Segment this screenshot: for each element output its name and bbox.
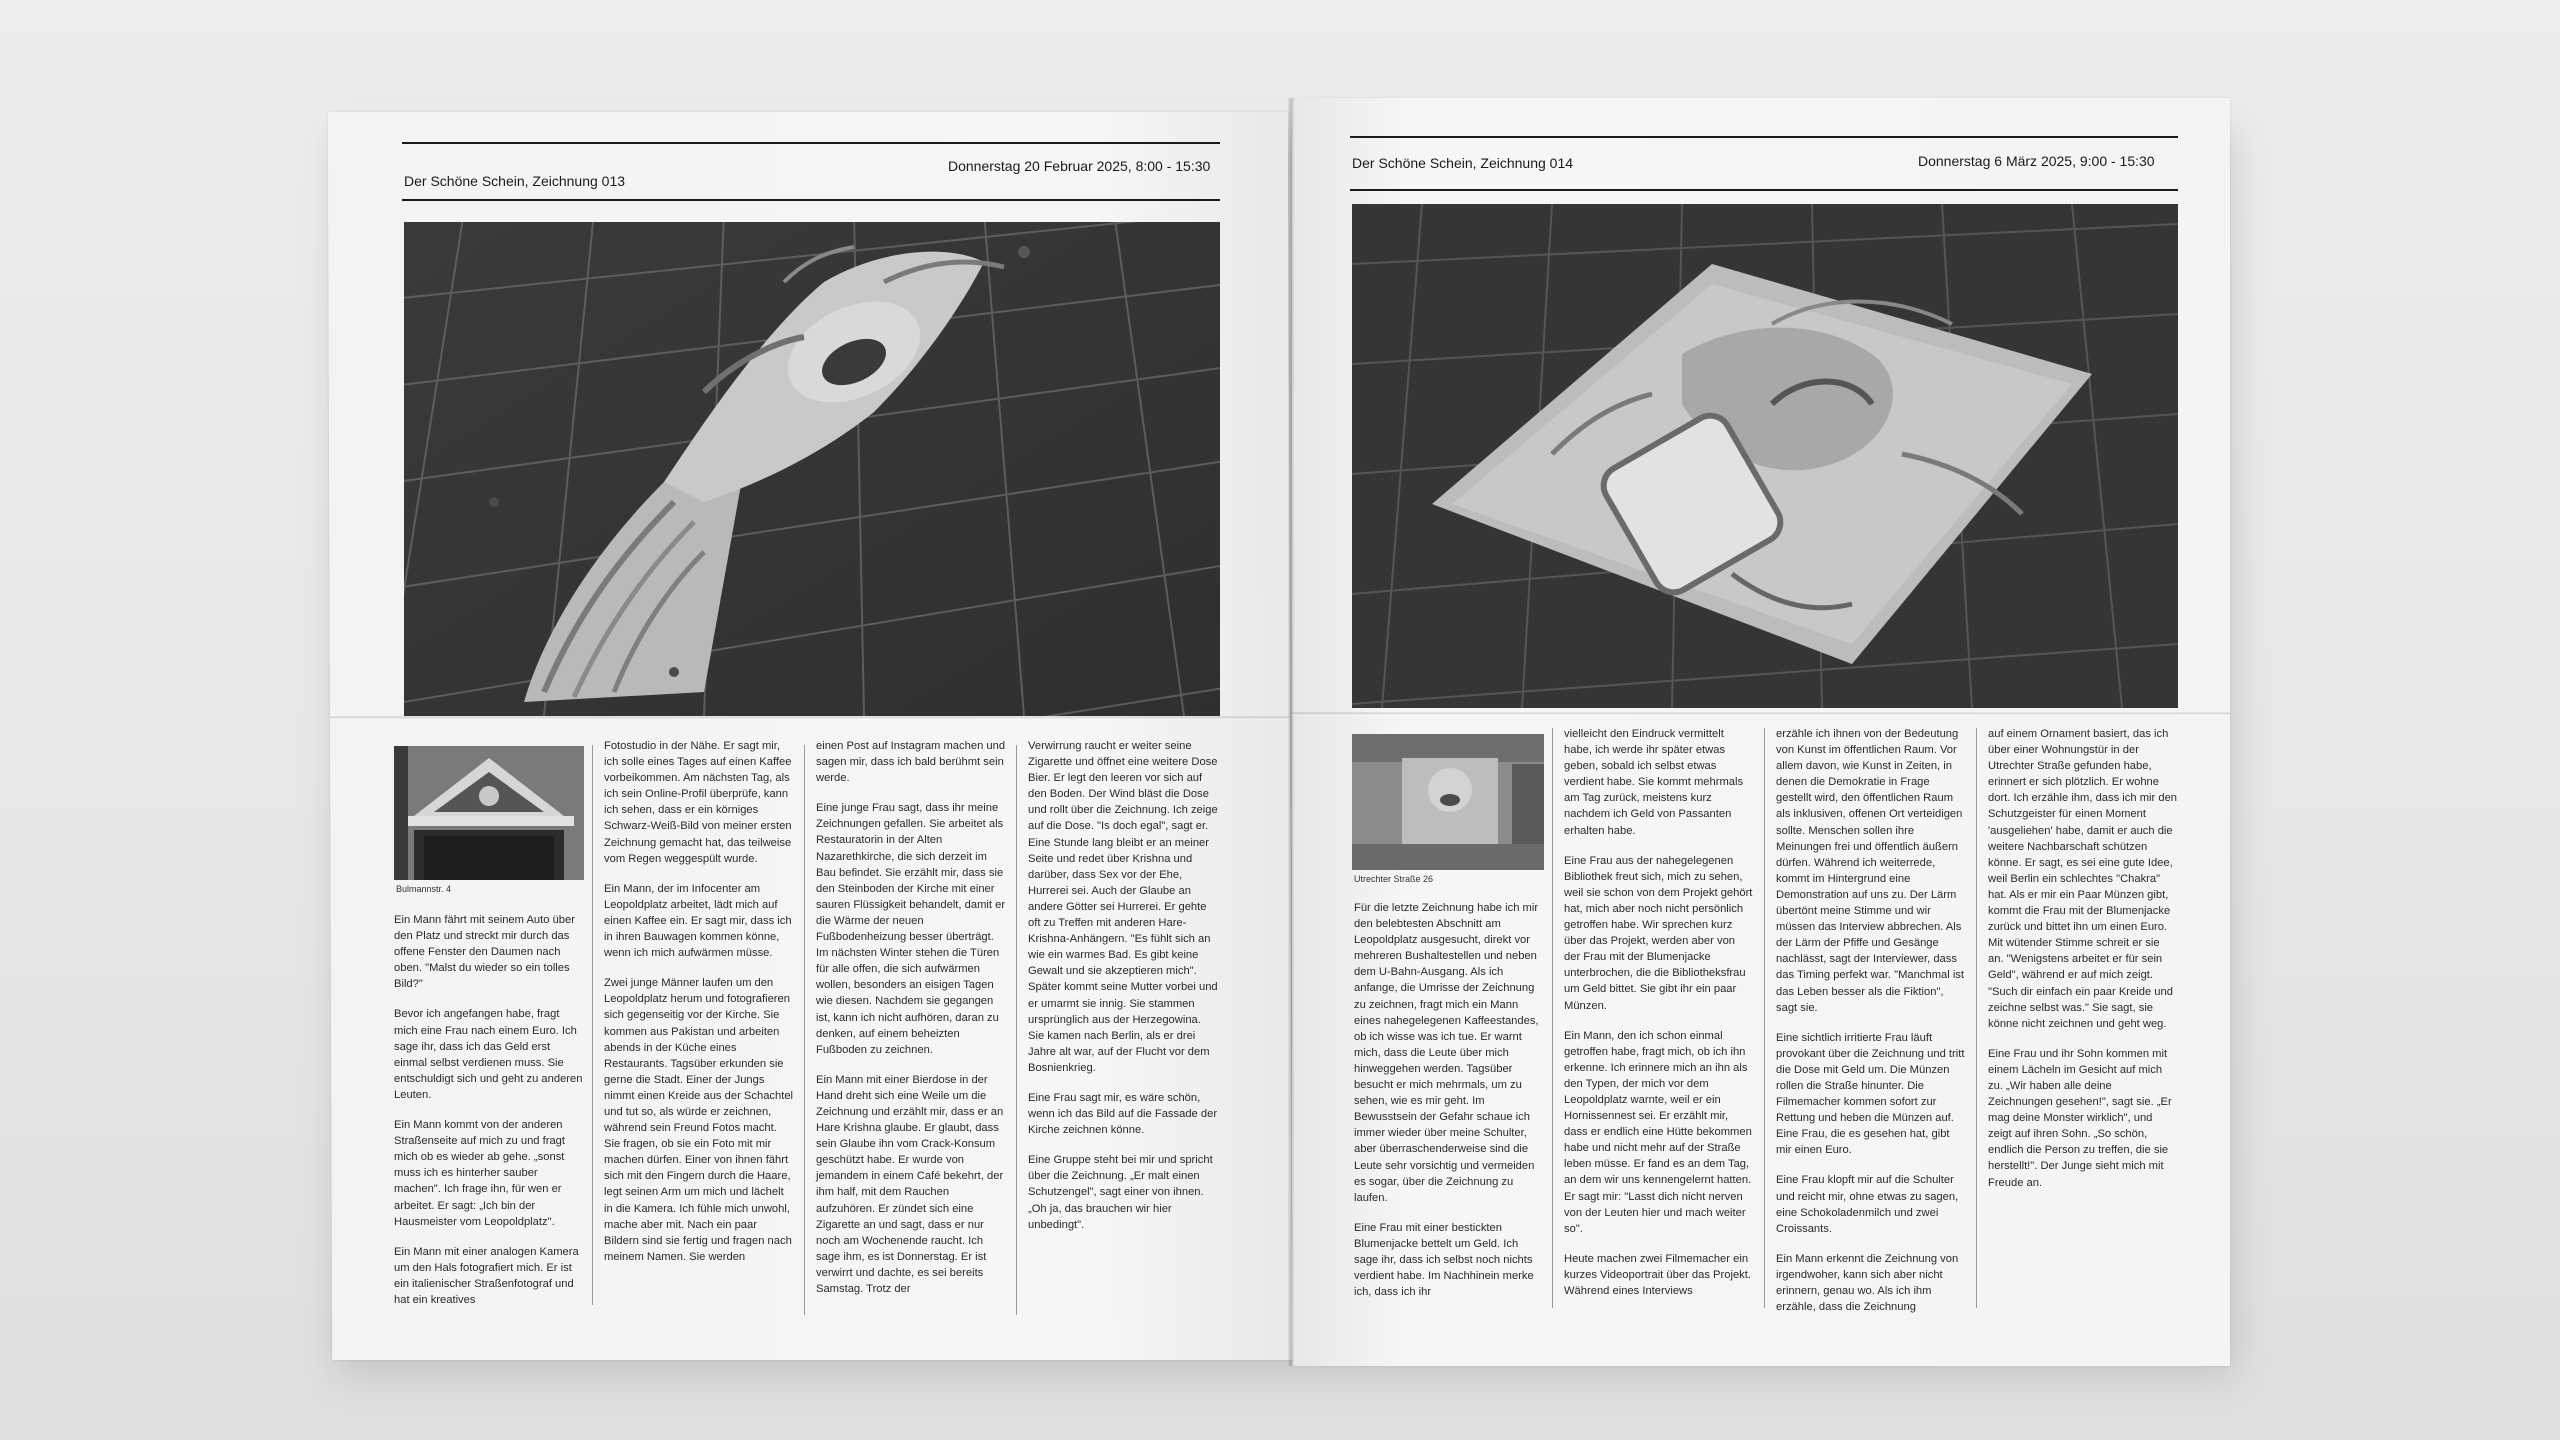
paragraph: Ein Mann, den ich schon einmal getroffen habe, fragt mich, ob ich ihn erkenne. Ich erinnere mich an ihn als den Typen, der mich vor dem Leopoldplatz warnte, weil er ein Hornissennest sei. Er erzählt mir, dass er endlich eine Hütte bekommen habe und nicht mehr auf der Straße leben müsse. Er fand es an dem Tag, an dem wir uns kennengelernt hatten. Er sagt mir: "Lasst dich nicht nerven von der Leuten hier und mach weiter so". xyxy=(1564,1029,1752,1235)
right-header-rule xyxy=(1350,189,2178,191)
right-header-date: Donnerstag 6 März 2025, 9:00 - 15:30 xyxy=(1918,153,2155,169)
paragraph: Eine Frau klopft mir auf die Schulter und reicht mir, ohne etwas zu sagen, eine Schokoladenmilch und zwei Croissants. xyxy=(1776,1174,1959,1235)
paragraph: Ein Mann erkennt die Zeichnung von irgendwoher, kann sich aber nicht erinnern, genau wo. Als ich ihm erzähle, dass die Zeichnung xyxy=(1776,1252,1959,1314)
left-column-4 xyxy=(1028,738,1218,1247)
right-column-3 xyxy=(1776,726,1966,1329)
paragraph: Eine sichtlich irritierte Frau läuft provokant über die Zeichnung und tritt die Dose mit Geld um. Die Münzen rollen die Straße hinunter. Die Filmemacher kommen sofort zur Rettung und heben die Münzen auf. Eine Frau, die es gesehen hat, gibt mir einen Euro. xyxy=(1776,1031,1965,1157)
paragraph: Bevor ich angefangen habe, fragt mich eine Frau nach einem Euro. Ich sage ihr, dass ich das Geld erst einmal selbst verdienen muss. Sie entschuldigt sich und geht zu anderen Leuten. xyxy=(394,1008,583,1101)
paragraph: vielleicht den Eindruck vermittelt habe, ich werde ihr später etwas geben, sobald ich selbst etwas verdient habe. Sie kommt mehrmals am Tag zurück, meistens kurz nachdem ich Geld von Passanten erhalten habe. xyxy=(1564,728,1744,837)
paragraph: Verwirrung raucht er weiter seine Zigarette und öffnet eine weitere Dose Bier. Er legt den leeren vor sich auf den Boden. Der Wind bläst die Dose und rollt über die Zeichnung. Ich zeige auf die Dose. "Is doch egal", sagt er. Eine Stunde lang bleibt er an meiner Seite und redet über Krishna und darüber, dass Sex vor der Ehe, Hurrerei sei. Auch der Glaube an andere Götter sei Hurrerei. Er gehte oft zu Treffen mit anderen Hare-Krishna-Anhängern. "Es fühlt sich an wie ein warmes Bad. Es gibt keine Gewalt und sie akzeptieren mich". Später kommt seine Mutter vorbei und er umarmt sie innig. Sie stammen ursprünglich aus der Herzegowina. Sie kamen nach Berlin, als er drei Jahre alt war, auf der Flucht vor dem Bosnienkrieg. xyxy=(1028,740,1218,1074)
right-photo-caption: Utrechter Straße 26 xyxy=(1354,874,1434,884)
paragraph: Ein Mann kommt von der anderen Straßenseite auf mich zu und fragt mich ob es wieder ab gehe. „sonst muss ich es hinterher sauber machen". Ich frage ihn, für wen er arbeitet. Er sagt: „Ich bin der Hausmeister vom Leopoldplatz". xyxy=(394,1119,566,1228)
right-chalk-drawing-photo xyxy=(1352,204,2178,708)
column-divider xyxy=(1016,745,1017,1315)
paragraph: Für die letzte Zeichnung habe ich mir den belebtesten Abschnitt am Leopoldplatz ausgesucht, direkt vor mehreren Bushaltestellen und neben dem U-Bahn-Ausgang. Als ich anfange, die Umrisse der Zeichnung zu zeichnen, fragt mich ein Mann eines nahegelegenen Kaffeestandes, ob ich wisse was ich tue. Er warnt mich, dass die Leute über mich hinweggehen werden. Tagsüber besucht er mich mehrmals, um zu sehen, wie es mir geht. Im Bewusstsein der Gefahr schaue ich immer wieder über meine Schulter, aber überraschenderweise sind die Leute sehr vorsichtig und vermeiden es sogar, über die Zeichnung zu laufen. xyxy=(1354,902,1539,1204)
center-fold xyxy=(1288,98,1294,1366)
left-building-thumbnail xyxy=(394,746,584,880)
paragraph: Eine junge Frau sagt, dass ihr meine Zeichnungen gefallen. Sie arbeitet als Restauratorin in der Alten Nazarethkirche, die sich derzeit im Bau befindet. Sie erzählt mir, dass sie den Steinboden der Kirche mit einer sauren Flüssigkeit behandelt, damit er die Wärme der neuen Fußbodenheizung besser überträgt. Im nächsten Winter stehen die Türen für alle offen, die sich aufwärmen wollen, besonders an eisigen Tagen wie diesen. Nachdem sie gegangen ist, kann ich nicht aufhören, daran zu denken, auf einem beheizten Fußboden zu zeichnen. xyxy=(816,802,1006,1056)
left-header-rule xyxy=(402,199,1220,201)
paragraph: Eine Frau sagt mir, es wäre schön, wenn ich das Bild auf die Fassade der Kirche zeichnen könne. xyxy=(1028,1091,1218,1137)
paragraph: Ein Mann fährt mit seinem Auto über den Platz und streckt mir durch das offene Fenster den Daumen nach oben. "Malst du wieder so ein tolles Bild?" xyxy=(394,914,575,991)
paragraph: Ein Mann mit einer Bierdose in der Hand dreht sich eine Weile um die Zeichnung und erzählt mir, dass er an Hare Krishna glaube. Er glaubt, dass sein Glaube ihn vom Crack-Konsum geschützt habe. Er wurde von jemandem in einem Café bekehrt, der ihm half, mit dem Rauchen aufzuhören. Er zündet sich eine Zigarette an und sagt, dass er nur noch am Wochenende raucht. Ich sage ihm, es ist Donnerstag. Er ist verwirrt und dachte, es sei bereits Samstag. Trotz der xyxy=(816,1073,1004,1295)
column-divider xyxy=(592,745,593,1305)
column-divider xyxy=(1976,728,1977,1308)
left-column-1 xyxy=(394,912,584,1322)
left-column-2 xyxy=(604,738,794,1279)
paragraph: Eine Frau aus der nahegelegenen Bibliothek freut sich, mich zu sehen, weil sie schon von dem Projekt gehört hat, mich aber noch nicht persönlich getroffen habe. Wir sprechen kurz über das Projekt, werden aber von der Frau mit der Blumenjacke unterbrochen, die die Bibliotheksfrau um Geld bittet. Sie gibt ihr ein paar Münzen. xyxy=(1564,854,1753,1012)
right-header-title: Der Schöne Schein, Zeichnung 014 xyxy=(1352,155,1574,171)
left-photo-caption: Bulmannstr. 4 xyxy=(396,884,452,894)
paragraph: erzähle ich ihnen von der Bedeutung von Kunst im öffentlichen Raum. Vor allem davon, wie Kunst in Zeiten, in denen die Demokratie in Frage gestellt wird, den öffentlichen Raum als inklusiven, offenen Ort verteidigen sollte. Menschen sollen ihre Meinungen frei und öffentlich äußern dürfen. Während ich weiterrede, kommt im Hintergrund eine Demonstration auf uns zu. Der Lärm übertönt meine Stimme und wir müssen das Interview abbrechen. Als der Lärm der Pfiffe und Gesänge nachlässt, sagt der Interviewer, dass das Timing perfekt war. "Manchmal ist das Leben besser als die Fiktion", sagt sie. xyxy=(1776,728,1965,1014)
paragraph: Eine Gruppe steht bei mir und spricht über die Zeichnung. „Er malt einen Schutzengel", sagt einer von ihnen. „Oh ja, das brauchen wir hier unbedingt". xyxy=(1028,1154,1213,1231)
right-column-1 xyxy=(1354,900,1544,1314)
paragraph: Ein Mann mit einer analogen Kamera um den Hals fotografiert mich. Er ist ein italienischer Straßenfotograf und hat ein kreatives xyxy=(394,1245,579,1306)
paragraph: Fotostudio in der Nähe. Er sagt mir, ich solle eines Tages auf einen Kaffee vorbeikommen. Am nächsten Tag, als ich sein Online-Profil überprüfe, kann ich sehen, dass er ein körniges Schwarz-Weiß-Bild von meiner ersten Zeichnung gemacht hat, das teilweise vom Regen weggespült wurde. xyxy=(604,740,792,865)
paragraph: Heute machen zwei Filmemacher ein kurzes Videoportrait über das Projekt. Während eines Interviews xyxy=(1564,1252,1751,1297)
column-divider xyxy=(1764,728,1765,1308)
paragraph: Eine Frau mit einer bestickten Blumenjacke bettelt um Geld. Ich sage ihr, dass ich selbst noch nichts verdient habe. Im Nachhinein merke ich, dass ich ihr xyxy=(1354,1221,1534,1299)
paragraph: Ein Mann, der im Infocenter am Leopoldplatz arbeitet, lädt mich auf einen Kaffee ein. Er sagt mir, dass ich in ihren Bauwagen kommen könne, wenn ich mich aufwärmen müsse. xyxy=(604,882,792,960)
left-header-date: Donnerstag 20 Februar 2025, 8:00 - 15:30 xyxy=(948,158,1211,174)
column-divider xyxy=(804,745,805,1315)
right-ornament-thumbnail xyxy=(1352,734,1544,870)
paragraph: Eine Frau und ihr Sohn kommen mit einem Lächeln im Gesicht auf mich zu. „Wir haben alle deine Zeichnungen gesehen!", sagt sie. „Er mag deine Monster wirklich", und zeigt auf ihren Sohn. „So schön, endlich die Person zu treffen, die sie herstellt!". Der Junge sieht mich mit Freude an. xyxy=(1988,1047,2172,1189)
left-header-title: Der Schöne Schein, Zeichnung 013 xyxy=(404,173,626,189)
right-column-2 xyxy=(1564,726,1754,1313)
left-top-rule xyxy=(402,142,1220,144)
left-column-3 xyxy=(816,738,1006,1311)
left-chalk-drawing-photo xyxy=(404,222,1220,716)
right-top-rule xyxy=(1350,136,2178,138)
horizontal-fold-right xyxy=(1292,712,2230,715)
paragraph: auf einem Ornament basiert, das ich über einer Wohnungstür in der Utrechter Straße gefunden habe, erinnert er sich plötzlich. Er wohne dort. Ich erzähle ihm, dass ich mir den Schutzgeister für einen Moment 'ausgeliehen' habe, damit er auch die weitere Nachbarschaft schützen könne. Er sagt, es sei eine gute Idee, weil Berlin ein schlechtes "Chakra" hat. Als er mir ein Paar Münzen gibt, kommt die Frau mit der Blumenjacke zurück und bittet ihn um einen Euro. Mit wütender Stimme schreit er sie an. "Wenigstens arbeitet er für sein Geld", während er auf mich zeigt. "Such dir einfach ein paar Kreide und zeichne selbst was." Sie sagt, sie könne nicht zeichnen und geht weg. xyxy=(1988,728,2178,1030)
right-column-4 xyxy=(1988,726,2178,1205)
column-divider xyxy=(1552,728,1553,1308)
paragraph: Zwei junge Männer laufen um den Leopoldplatz herum und fotografieren sich gegenseitig vor der Kirche. Sie kommen aus Pakistan und arbeiten abends in der Küche eines Restaurants. Tagsüber erkunden sie gerne die Stadt. Einer der Jungs nimmt einen Kreide aus der Schachtel und tut so, als würde er zeichnen, während sein Freund Fotos macht. Sie fragen, ob sie ein Foto mit mir machen dürfen. Einer von ihnen fährt sich mit den Fingern durch die Haare, legt seinen Arm um mich und lächelt in die Kamera. Ich fühle mich unwohl, mache aber mit. Nach ein paar Bildern sind sie fertig und fragen nach meinem Namen. Sie werden xyxy=(604,977,794,1263)
paragraph: einen Post auf Instagram machen und sagen mir, dass ich bald berühmt sein werde. xyxy=(816,740,1006,785)
horizontal-fold-left xyxy=(330,716,1290,719)
